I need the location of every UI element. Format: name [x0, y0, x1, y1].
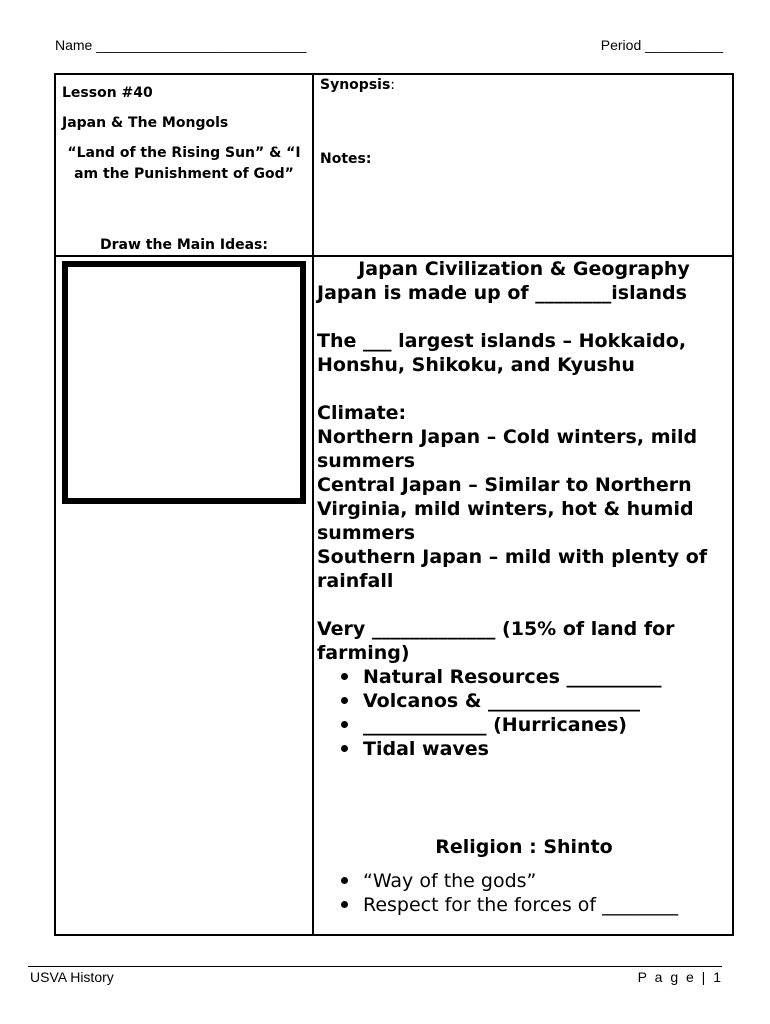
islands-line: Japan is made up of ________islands: [317, 282, 687, 304]
list-item: “Way of the gods”: [363, 869, 731, 893]
footer-course: USVA History: [30, 969, 114, 985]
synopsis-label: Synopsis: [320, 77, 391, 93]
list-item: Natural Resources __________: [363, 665, 731, 689]
list-item: _____________ (Hurricanes): [363, 713, 731, 737]
lesson-table: [54, 73, 734, 936]
footer-page-number: P a g e | 1: [637, 969, 723, 985]
name-field-label: Name ___________________________: [55, 37, 307, 53]
climate-southern: Southern Japan – mild with plenty of rainfall: [317, 546, 708, 592]
drawing-box[interactable]: [62, 261, 306, 504]
lesson-number: Lesson #40: [62, 85, 153, 101]
synopsis-colon: :: [390, 77, 395, 93]
climate-northern: Northern Japan – Cold winters, mild summers: [317, 426, 698, 472]
climate-heading: Climate:: [317, 402, 407, 424]
largest-islands-line: The ___ largest islands – Hokkaido, Honshu, Shikoku, and Kyushu: [317, 330, 687, 376]
lesson-topic: Japan & The Mongols: [62, 115, 229, 131]
geography-bullet-list: [317, 665, 731, 761]
lesson-quote: “Land of the Rising Sun” & “I am the Punishment of God”: [67, 145, 301, 182]
religion-heading: Religion : Shinto: [435, 836, 613, 858]
list-item: Volcanos & ________________: [363, 689, 731, 713]
climate-central: Central Japan – Similar to Northern Virginia, mild winters, hot & humid summers: [317, 474, 694, 544]
draw-main-ideas-label: Draw the Main Ideas:: [100, 237, 268, 253]
list-item: Tidal waves: [363, 737, 731, 761]
section-title: Japan Civilization & Geography: [358, 258, 690, 280]
period-field-label: Period __________: [600, 37, 723, 53]
religion-bullet-list: [317, 869, 731, 917]
column-divider: [312, 75, 314, 934]
notes-content: [317, 257, 731, 917]
notes-label: Notes:: [320, 151, 372, 167]
footer-rule: [28, 966, 722, 967]
list-item: Respect for the forces of ________: [363, 893, 731, 917]
farming-line: Very _____________ (15% of land for farming): [317, 618, 675, 664]
